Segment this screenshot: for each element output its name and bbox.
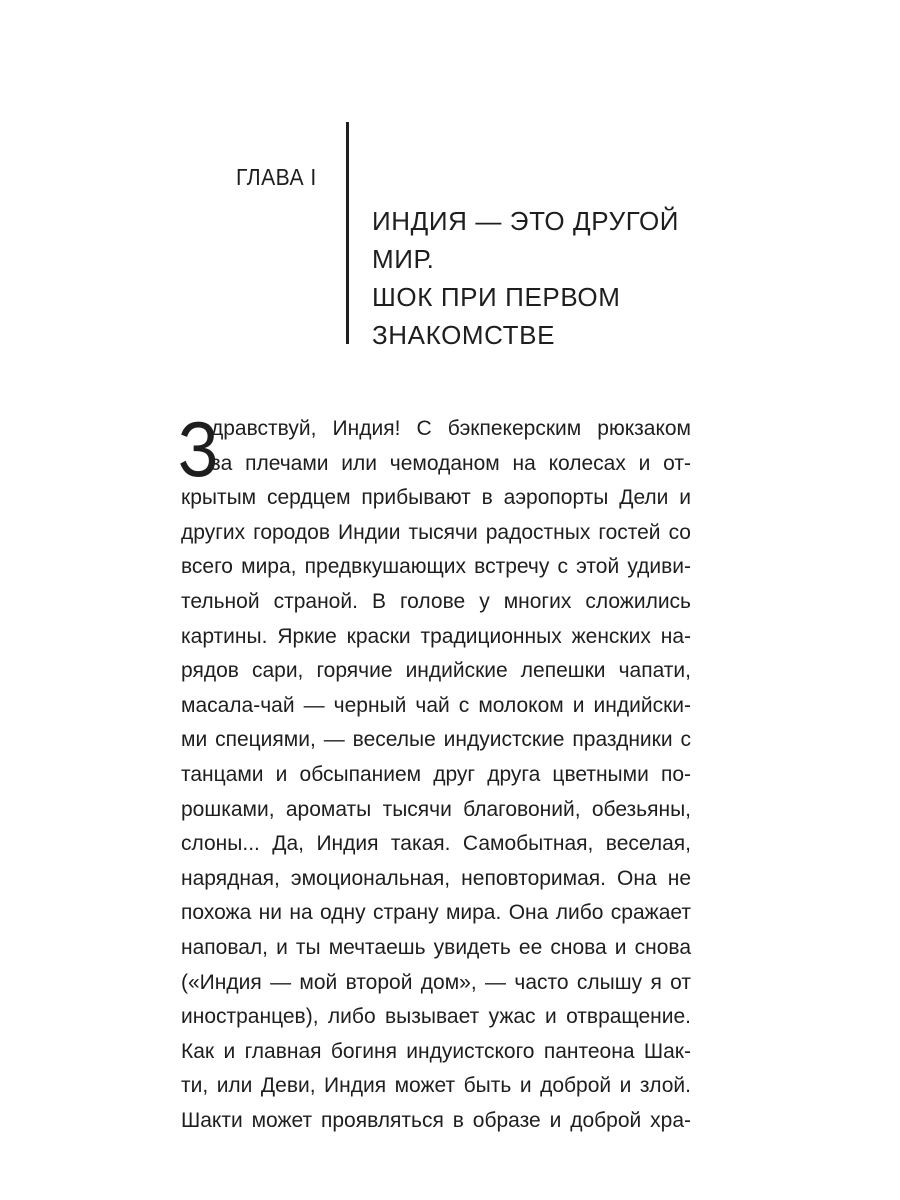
text-line: других городов Индии тысячи радостных гостей со [181, 520, 691, 544]
chapter-title-line: МИР. [372, 244, 435, 274]
text-line: дравствуй, Индия! С бэкпекерским рюкзаком [211, 417, 691, 440]
chapter-title-line: ЗНАКОМСТВЕ [372, 320, 556, 350]
text-line: иностранцев), либо вызывает ужас и отвращение. [181, 1005, 691, 1029]
text-line: слоны... Да, Индия такая. Самобытная, веселая, [181, 832, 691, 856]
body-text [178, 405, 691, 1138]
text-line: крытым сердцем прибывают в аэропорты Дели и [181, 486, 691, 510]
text-line: рошками, ароматы тысячи благовоний, обезьяны, [181, 797, 691, 821]
text-line: нарядная, эмоциональная, неповторимая. Она не [181, 866, 691, 890]
drop-cap: З [178, 405, 219, 493]
title-divider-rule [346, 122, 349, 344]
chapter-title-line: ШОК ПРИ ПЕРВОМ [372, 282, 621, 312]
text-line: Как и главная богиня индуистского пантеона Шак- [181, 1039, 691, 1063]
text-line: рядов сари, горячие индийские лепешки чапати, [181, 659, 691, 683]
text-line: ти, или Деви, Индия может быть и доброй и злой. [181, 1074, 691, 1098]
chapter-title [372, 202, 712, 354]
text-line: масала-чай — черный чай с молоком и индийски- [181, 693, 691, 717]
text-line: всего мира, предвкушающих встречу с этой удиви- [181, 555, 691, 579]
text-line: картины. Яркие краски традиционных женских на- [181, 624, 691, 648]
text-line: («Индия — мой второй дом», — часто слышу я от [181, 970, 691, 994]
text-line: тельной страной. В голове у многих сложились [181, 589, 691, 613]
chapter-label: ГЛАВА I [236, 164, 317, 190]
text-line: наповал, и ты мечтаешь увидеть ее снова и снова [181, 935, 691, 959]
text-line: за плечами или чемоданом на колесах и от- [211, 451, 691, 475]
text-line: похожа ни на одну страну мира. Она либо сражает [181, 901, 691, 925]
chapter-title-line: ИНДИЯ — ЭТО ДРУГОЙ [372, 206, 680, 236]
text-line: Шакти может проявляться в образе и доброй хра- [181, 1108, 691, 1132]
text-line: ми специями, — веселые индуистские праздники с [181, 728, 691, 752]
text-line: танцами и обсыпанием друг друга цветными по- [181, 762, 691, 786]
